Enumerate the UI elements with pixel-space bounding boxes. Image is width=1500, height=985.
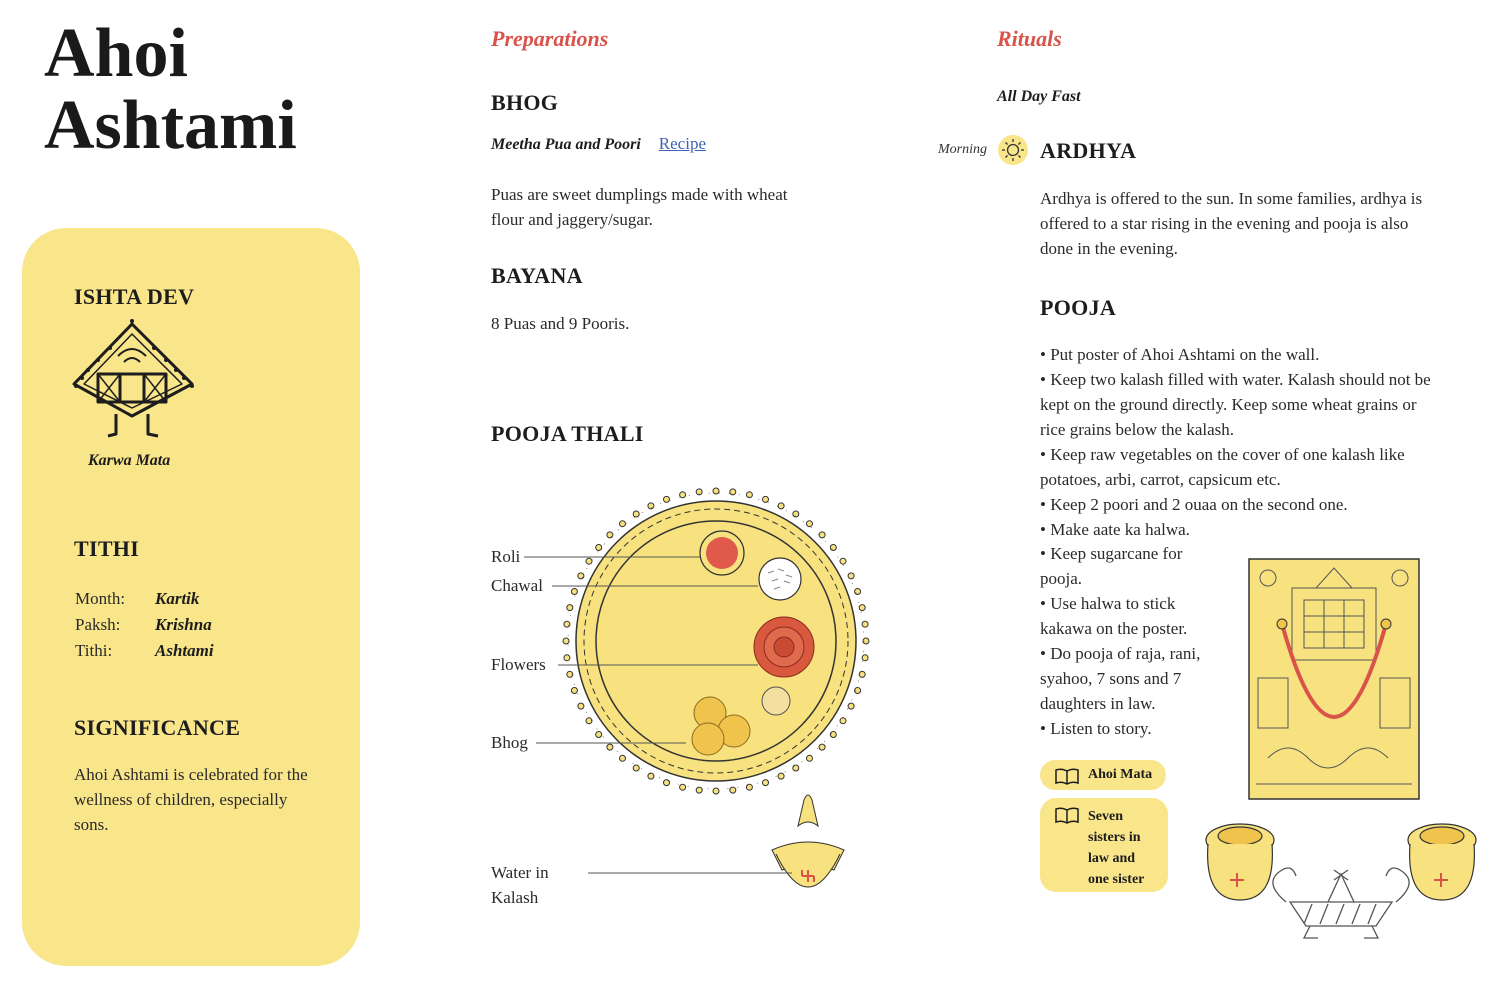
pooja-step: • Keep raw vegetables on the cover of one kalash like potatoes, arbi, carrot, capsicum etc. xyxy=(1040,442,1440,492)
ahoi-poster-illustration xyxy=(1248,558,1420,800)
thali-dot xyxy=(848,573,854,579)
bhog-item-row xyxy=(491,134,706,154)
book-icon xyxy=(1054,767,1080,785)
significance-text: Ahoi Ashtami is celebrated for the wellness of children, especially sons. xyxy=(74,765,308,834)
kalash-pots-illustration xyxy=(1200,818,1482,950)
label-bhog: Bhog xyxy=(491,733,528,752)
tithi-key: Month: xyxy=(75,589,126,608)
thali-dot xyxy=(819,744,825,750)
deity-caption: Karwa Mata xyxy=(88,452,171,469)
bhog-heading: BHOG xyxy=(491,90,559,115)
thali-leader-lines xyxy=(522,550,802,890)
thali-dot xyxy=(859,605,865,611)
page-title xyxy=(44,15,374,164)
preparations-label: Preparations xyxy=(491,26,609,51)
pooja-thali-heading: POOJA THALI xyxy=(491,421,644,446)
tithi-key: Paksh: xyxy=(75,615,121,634)
tithi-value: Ashtami xyxy=(155,641,214,660)
pooja-step: • Keep sugarcane for pooja. xyxy=(1040,541,1215,591)
karwa-mata-icon xyxy=(68,318,200,446)
story-pill-ahoi-mata[interactable] xyxy=(1040,760,1166,790)
pooja-step: • Listen to story. xyxy=(1040,716,1215,741)
thali-dot xyxy=(862,655,868,661)
thali-dot xyxy=(607,532,613,538)
bhog-item: Meetha Pua and Poori xyxy=(491,136,641,153)
bhog-description: Puas are sweet dumplings made with wheat flour and jaggery/sugar. xyxy=(491,185,788,229)
ardhya-description: Ardhya is offered to the sun. In some families, ardhya is offered to a star rising in the evening and pooja is also done in the evening. xyxy=(1040,189,1423,258)
thali-dot xyxy=(620,521,626,527)
book-icon xyxy=(1054,806,1080,824)
pooja-heading: POOJA xyxy=(1040,295,1117,320)
tithi-row-paksh xyxy=(75,612,214,638)
time-label: Morning xyxy=(938,142,987,157)
pooja-steps-continued xyxy=(1040,541,1215,741)
title-line-1: Ahoi xyxy=(44,15,188,92)
recipe-link[interactable]: Recipe xyxy=(658,134,706,153)
pooja-step: • Do pooja of raja, rani, syahoo, 7 sons and 7 daughters in law. xyxy=(1040,641,1215,716)
thali-dot xyxy=(664,496,670,502)
bayana-heading: BAYANA xyxy=(491,263,583,288)
thali-dot xyxy=(713,488,719,494)
thali-dot xyxy=(859,671,865,677)
pooja-steps xyxy=(1040,342,1440,542)
sun-icon xyxy=(997,134,1029,166)
thali-dot xyxy=(763,496,769,502)
ardhya-heading: ARDHYA xyxy=(1040,138,1137,163)
thali-dot xyxy=(648,503,654,509)
pooja-step: • Keep 2 poori and 2 ouaa on the second one. xyxy=(1040,492,1440,517)
thali-dot xyxy=(633,511,639,517)
thali-dot xyxy=(840,718,846,724)
pooja-step: • Put poster of Ahoi Ashtami on the wall. xyxy=(1040,342,1440,367)
thali-dot xyxy=(680,492,686,498)
label-kalash-line2: Kalash xyxy=(491,888,539,907)
bayana-description: 8 Puas and 9 Pooris. xyxy=(491,314,630,333)
label-chawal: Chawal xyxy=(491,576,543,595)
tithi-table xyxy=(75,586,214,664)
ishta-dev-heading: ISHTA DEV xyxy=(74,284,195,309)
thali-dot xyxy=(730,489,736,495)
right-pot xyxy=(1408,824,1476,900)
story-pill-label: Ahoi Mata xyxy=(1088,767,1153,782)
thali-dot xyxy=(830,732,836,738)
thali-dot xyxy=(830,545,836,551)
thali-dot xyxy=(848,703,854,709)
thali-dot xyxy=(793,511,799,517)
tithi-key: Tithi: xyxy=(75,641,113,660)
tithi-value: Krishna xyxy=(155,615,212,634)
tithi-row-month xyxy=(75,586,214,612)
tithi-value: Kartik xyxy=(155,589,200,608)
pooja-step: • Use halwa to stick kakawa on the poster. xyxy=(1040,591,1215,641)
tithi-heading: TITHI xyxy=(74,536,140,561)
lamp-stand xyxy=(1273,868,1409,938)
thali-dot xyxy=(840,558,846,564)
pooja-step: • Keep two kalash filled with water. Kalash should not be kept on the ground directly. Keep some wheat grains or rice grains below the kalash. xyxy=(1040,367,1440,442)
pooja-step: • Make aate ka halwa. xyxy=(1040,517,1440,542)
thali-dot xyxy=(855,589,861,595)
thali-dot xyxy=(819,532,825,538)
story-pill-seven-sisters[interactable] xyxy=(1040,798,1168,892)
label-kalash-line1: Water in xyxy=(491,863,549,882)
significance-heading: SIGNIFICANCE xyxy=(74,715,241,740)
story-pill-label: Seven sisters in law and one sister xyxy=(1088,809,1145,887)
title-line-2: Ashtami xyxy=(44,87,297,164)
label-roli: Roli xyxy=(491,547,521,566)
thali-dot xyxy=(807,755,813,761)
thali-dot xyxy=(778,503,784,509)
rituals-label: Rituals xyxy=(997,26,1062,51)
fast-label: All Day Fast xyxy=(997,88,1081,105)
tithi-row-tithi xyxy=(75,638,214,664)
label-flowers: Flowers xyxy=(491,655,546,674)
thali-dot xyxy=(807,521,813,527)
left-pot xyxy=(1206,824,1274,900)
